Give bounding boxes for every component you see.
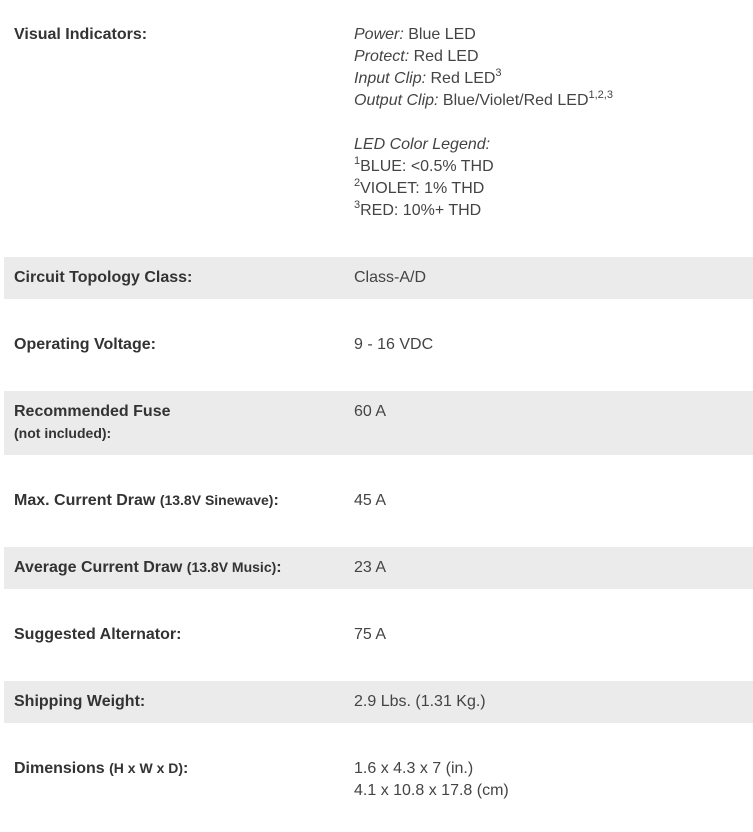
- recommended-fuse-note: (not included):: [14, 425, 112, 441]
- input-clip-key: Input Clip:: [354, 70, 427, 87]
- dimensions-label: [14, 760, 188, 778]
- max-current-draw-condition: (13.8V Sinewave): [159, 492, 274, 508]
- legend-text: VIOLET: 1% THD: [360, 180, 485, 197]
- row-recommended-fuse: [4, 391, 753, 455]
- dimensions-colon: :: [183, 760, 189, 777]
- recommended-fuse-title: Recommended Fuse: [14, 403, 171, 420]
- protect-val: Red LED: [409, 48, 479, 65]
- input-clip-line: [354, 68, 613, 90]
- power-line: [354, 24, 613, 46]
- legend-title-text: LED Color Legend:: [354, 136, 491, 153]
- operating-voltage-value: 9 - 16 VDC: [354, 336, 434, 353]
- power-key: Power:: [354, 26, 404, 43]
- legend-text: RED: 10%+ THD: [360, 202, 482, 219]
- suggested-alternator-label: Suggested Alternator:: [14, 626, 182, 643]
- output-clip-val: Blue/Violet/Red LED: [438, 92, 589, 109]
- legend-sup: 3: [354, 198, 361, 211]
- power-val: Blue LED: [403, 26, 476, 43]
- output-clip-key: Output Clip:: [354, 92, 439, 109]
- legend-item: [354, 200, 613, 222]
- average-current-draw-condition: (13.8V Music): [186, 559, 277, 575]
- average-current-draw-value: 23 A: [354, 559, 387, 576]
- circuit-topology-value: Class-A/D: [354, 269, 427, 286]
- output-clip-line: [354, 90, 613, 112]
- dimensions-cm: 4.1 x 10.8 x 17.8 (cm): [354, 782, 509, 799]
- dimensions-order: (H x W x D): [109, 760, 184, 776]
- operating-voltage-label: Operating Voltage:: [14, 336, 156, 353]
- suggested-alternator-value: 75 A: [354, 626, 387, 643]
- legend-sup: 2: [354, 176, 361, 189]
- average-current-draw-label: [14, 559, 282, 577]
- dimensions-value: [354, 758, 509, 802]
- row-operating-voltage: [4, 299, 753, 390]
- visual-indicators-label: Visual Indicators:: [14, 26, 148, 43]
- shipping-weight-label: Shipping Weight:: [14, 693, 146, 710]
- shipping-weight-value: 2.9 Lbs. (1.31 Kg.): [354, 693, 486, 710]
- row-circuit-topology: [4, 257, 753, 299]
- legend-item: [354, 156, 613, 178]
- recommended-fuse-label: [14, 403, 170, 441]
- average-current-draw-title: Average Current Draw: [14, 559, 187, 576]
- visual-indicators-value: [354, 24, 613, 222]
- legend-item: [354, 178, 613, 200]
- circuit-topology-label: Circuit Topology Class:: [14, 269, 193, 286]
- max-current-draw-label: [14, 492, 279, 510]
- row-visual-indicators: [4, 0, 753, 256]
- input-clip-val: Red LED: [426, 70, 496, 87]
- max-current-draw-title: Max. Current Draw: [14, 492, 160, 509]
- dimensions-inches: 1.6 x 4.3 x 7 (in.): [354, 760, 474, 777]
- max-current-draw-colon: :: [273, 492, 279, 509]
- protect-line: [354, 46, 613, 68]
- recommended-fuse-value: 60 A: [354, 403, 387, 420]
- legend-sup: 1: [354, 154, 361, 167]
- legend-title: [354, 134, 613, 156]
- dimensions-title: Dimensions: [14, 760, 110, 777]
- input-clip-sup: 3: [495, 66, 502, 79]
- protect-key: Protect:: [354, 48, 410, 65]
- row-suggested-alternator: [4, 589, 753, 681]
- output-clip-sup: 1,2,3: [588, 88, 613, 101]
- average-current-draw-colon: :: [276, 559, 282, 576]
- max-current-draw-value: 45 A: [354, 492, 387, 509]
- row-max-current-draw: [4, 455, 753, 546]
- row-dimensions: [4, 723, 753, 832]
- row-average-current-draw: [4, 547, 753, 589]
- legend-text: BLUE: <0.5% THD: [360, 158, 494, 175]
- row-shipping-weight: [4, 681, 753, 723]
